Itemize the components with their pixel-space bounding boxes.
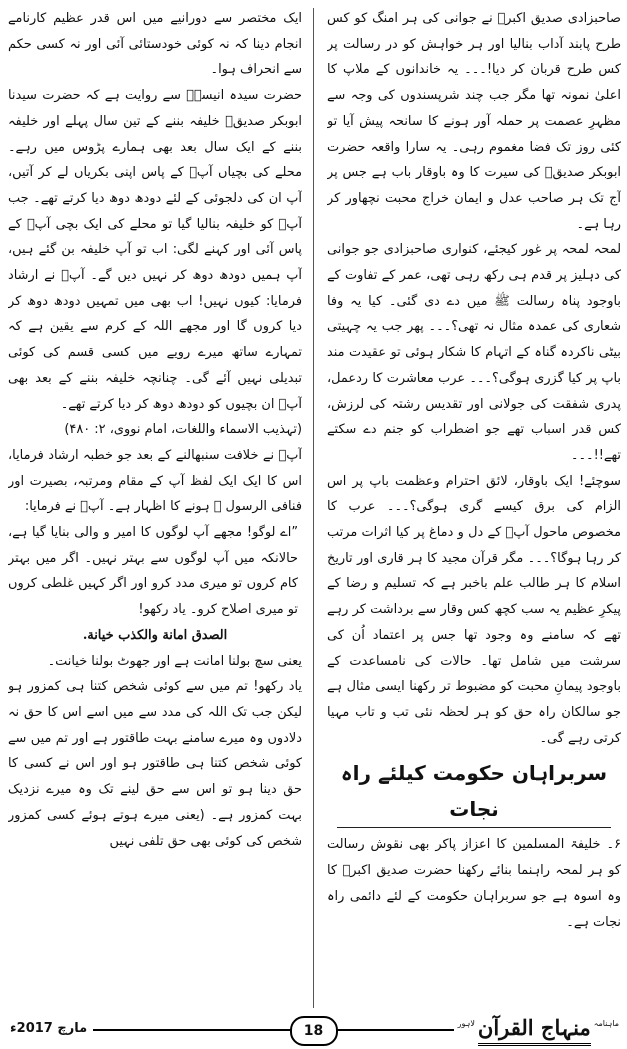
- section-heading: سربراہان حکومت کیلئے راہ نجات: [337, 755, 611, 828]
- masthead-title: منہاج القرآن: [478, 1013, 591, 1046]
- translation: یعنی سچ بولنا امانت ہے اور جھوٹ بولنا خیانت۔: [47, 653, 302, 669]
- masthead-monthly: ماہنامہ: [593, 1019, 619, 1028]
- paragraph: حضرت سیدہ انیسہؓ سے روایت ہے کہ حضرت سیدنا ابوبکر صدیقؓ خلیفہ بننے کے تین سال پہلے اور خلیفہ بننے کے ایک سال بعد بھی ہمارے پڑوس میں رہے۔ محلے کی بچیاں آپؓ کے پاس اپنی بکریاں لے کر آتیں، آپ ان کی دلجوئی کے لئے دودھ دوھ دیا کرتے تھے۔ جب آپؓ کو خلیفہ بنالیا گیا تو محلے کی ایک بچی آپؓ کے پاس آئی اور کہنے لگی: اب تو آپ خلیفہ بن گئے ہیں، آپ ہمیں دودھ دوھ کر نہیں دیں گے۔ آپؓ نے ارشاد فرمایا: کیوں نہیں! اب بھی میں تمہیں دودھ دوھ کر دیا کروں گا اور مجھے اللہ کے کرم سے یقین ہے کہ تمہارے ساتھ میرے رویے میں کسی قسم کی کوئی تبدیلی نہیں آئے گی۔ چنانچہ خلیفہ بننے کے بعد بھی آپؓ ان بچیوں کو دودھ دوھ کر دیا کرتے تھے۔: [8, 88, 302, 412]
- paragraph: صاحبزادی صدیق اکبرؓ نے جوانی کی ہر امنگ کو کس طرح پابند آداب بنالیا اور ہر خواہش کو در رسالت پر کس طرح قربان کر دیا!۔۔۔ یہ خاندانوں کے ملاپ کا اعلیٰ نمونہ تھا مگر جب چند شرپسندوں کی وجہ سے مظہرِ عصمت پر حملہ آور ہونے کا سانحہ پیش آیا تو کئی روز تک فضا مغموم رہی۔ یہ سارا واقعہ حضرت ابوبکر صدیقؓ کی سیرت کا وہ باوقار باب ہے جس پر آج تک ہر صاحب عدل و ایمان خراج محبت نچھاور کر رہا ہے۔: [327, 11, 621, 232]
- paragraph: ۶۔ خلیفۃ المسلمین کا اعزاز پاکر بھی نقوش رسالت کو ہر لمحہ راہنما بنائے رکھنا حضرت صدیق اکبرؓ کا وہ اسوہ ہے جو سربراہان حکومت کے لئے دائمی راہ نجات ہے۔: [327, 837, 621, 930]
- paragraph: لمحہ لمحہ پر غور کیجئے، کنواری صاحبزادی جو جوانی کی دہلیز پر قدم ہی رکھ رہی تھی، عمر کے تفاوت کے باوجود پناہ رسالت ﷺ میں دے دی گئی۔ کیا یہ وفا شعاری کی عمدہ مثال نہ تھی؟۔۔۔ پھر جب یہ چہیتی بیٹی ناکردہ گناہ کے اتہام کا شکار ہوئی تو عقیدت مند باپ پر کیا گزری ہوگی؟۔۔۔ عرب معاشرت کا ردعمل، پدری شفقت کی جولانی اور تقدیس رشتہ کی لرزش، کس قدر اسباب تھے جو اضطراب کو جنم دے سکتے تھے!!۔۔۔: [327, 242, 621, 463]
- masthead: [454, 1012, 623, 1046]
- paragraph: سوچئے! ایک باوقار، لائق احترام وعظمت باپ پر اس الزام کی برق کیسے گری ہوگی؟۔۔۔ عرب کا مخصوص ماحول آپؓ کے دل و دماغ پر کیا اثرات مرتب کر رہا ہوگا؟۔۔۔ مگر قرآن مجید کا ہر قاری اور تاریخ اسلام کا ہر طالب علم باخبر ہے کہ تسلیم و رضا کے پیکرِ عظیم یہ سب کچھ کس وقار سے برداشت کر رہے تھے کہ سامنے وہ وجود تھا جس پر اعتماد اُن کی سرشت میں شامل تھا۔ حالات کی نامساعدت کے باوجود پیمانِ محبت کو مضبوط تر رکھنا ایسی مثال ہے جو سالکان راہ حق کو ہر لحظہ نئی تب و تاب مہیا کرتی رہے گی۔: [327, 473, 621, 746]
- paragraph: آپؓ نے خلافت سنبھالنے کے بعد جو خطبہ ارشاد فرمایا، اس کا ایک ایک لفظ آپ کے مقام ومرتبہ، بصیرت اور فنافی الرسول ﷺ ہونے کا اظہار ہے۔ آپؓ نے فرمایا:: [8, 447, 302, 515]
- masthead-city: لاہور: [457, 1019, 475, 1028]
- column-divider: [313, 8, 314, 1008]
- issue-date: مارچ 2017ء: [4, 1017, 93, 1041]
- citation: (تہذیب الاسماء واللغات، امام نووی، ۲: ۴۸۰): [64, 422, 302, 438]
- arabic-saying: الصدق امانة والكذب خيانة.: [82, 627, 228, 643]
- page-number: 18: [290, 1016, 338, 1046]
- page-footer: [4, 1012, 623, 1046]
- paragraph: ایک مختصر سے دورانیے میں اس قدر عظیم کارنامے انجام دینا کہ نہ کوئی خودستائی آئی اور نہ کسی حکم سے انحراف ہوا۔: [8, 11, 302, 78]
- right-column: [327, 6, 621, 1012]
- paragraph: یاد رکھو! تم میں سے کوئی شخص کتنا ہی کمزور ہو لیکن جب تک اللہ کی مدد سے میں اسے اس کا حق نہ دلادوں وہ میرے سامنے بہت طاقتور ہے اور تم میں سے کوئی شخص کتنا ہی طاقتور ہو اور اس نے کسی کا حق دینا ہو تو اس سے حق لینے تک وہ میرے نزدیک بہت کمزور ہے۔ (یعنی میرے ہوتے ہوئے کسی کمزور شخص کی کوئی بھی حق تلفی نہیں: [8, 679, 302, 849]
- sermon-quote: ”اے لوگو! مجھے آپ لوگوں کا امیر و والی بنایا گیا ہے، حالانکہ میں آپ لوگوں سے بہتر نہیں۔ اگر میں بہتر کام کروں تو میری مدد کرو اور اگر کہیں غلطی کروں تو میری اصلاح کرو۔ یاد رکھو!: [8, 525, 298, 618]
- left-column: [8, 6, 302, 1012]
